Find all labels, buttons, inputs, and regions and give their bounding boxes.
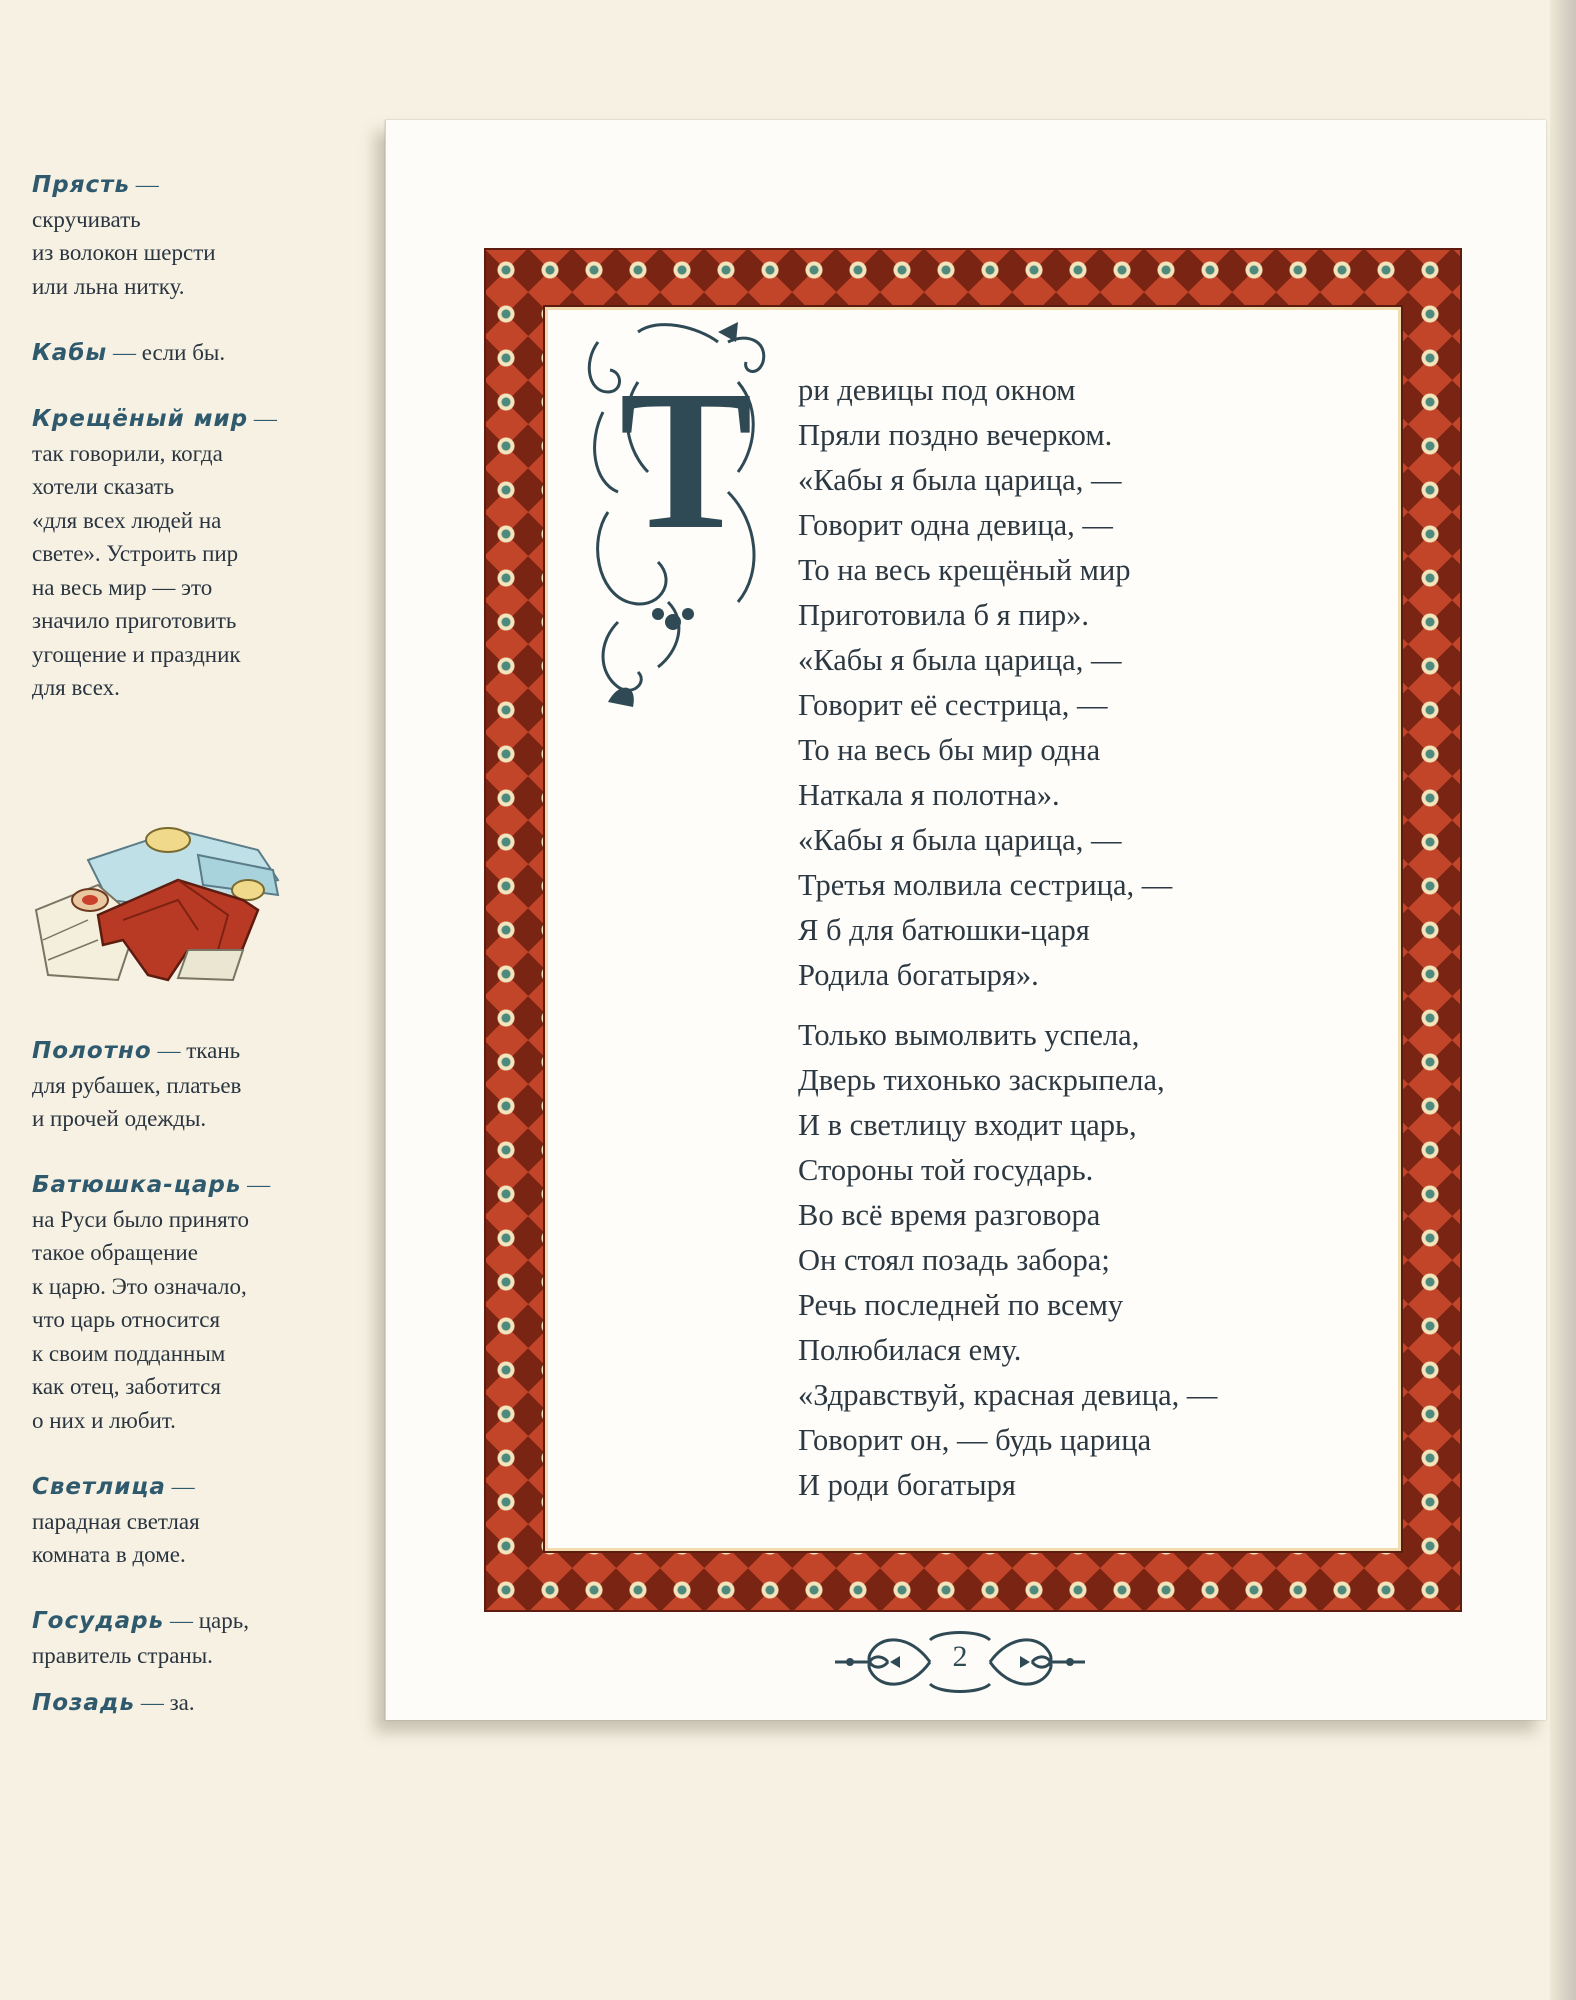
cloth-rolls-illustration <box>28 800 328 990</box>
glossary-term: Батюшка-царь <box>32 1172 242 1198</box>
glossary-term: Прясть <box>32 172 130 198</box>
page-number-ornament <box>830 1624 1090 1700</box>
glossary-definition-line: значило приготовить <box>32 608 237 633</box>
glossary-entry-polotno: Полотно — ткань для рубашек, платьев и прочей одежды. <box>32 1034 332 1136</box>
glossary-definition-line: на Руси было принято <box>32 1206 249 1232</box>
poem-line: Говорит он, — будь царица <box>798 1423 1152 1457</box>
glossary-definition-line: парадная светлая <box>32 1508 200 1534</box>
poem-line: И в светлицу входит царь, <box>798 1108 1137 1142</box>
glossary-definition-line: угощение и праздник <box>32 641 241 667</box>
glossary-definition-line: к своим подданным <box>32 1340 226 1366</box>
glossary-entry-kaby: Кабы — если бы. <box>32 340 226 366</box>
glossary-definition-line: за. <box>169 1690 195 1715</box>
glossary-entry-kreshchenyi-mir: Крещёный мир — так говорили, когда хотели сказать «для всех людей на свете». Устроить пир на весь мир — это значило приготовить угощение и праздник для всех. <box>32 402 332 705</box>
glossary-definition-line: хотели сказать <box>32 474 175 499</box>
glossary-definition-line: из волокон шерсти <box>32 240 216 265</box>
glossary-definition-line: ткань <box>186 1038 241 1063</box>
poem-line: Говорит её сестрица, — <box>798 688 1108 722</box>
glossary-definition-line: скручивать <box>32 206 141 232</box>
adjacent-page-edge <box>1550 0 1576 2000</box>
poem-line: То на весь бы мир одна <box>798 733 1101 767</box>
poem-line: Я б для батюшки-царя <box>798 913 1090 947</box>
glossary-entry-priast: Прясть — скручивать из волокон шерсти или льна нитку. <box>32 168 332 303</box>
poem-line: Пряли поздно вечерком. <box>798 418 1113 452</box>
dropcap-letter: Т <box>619 350 753 571</box>
poem-line: Дверь тихонько заскрыпела, <box>798 1063 1165 1097</box>
glossary-definition-line: для рубашек, платьев <box>32 1072 242 1098</box>
page-number: 2 <box>952 1640 968 1673</box>
poem-line: Только вымолвить успела, <box>798 1018 1140 1052</box>
glossary-definition-line: царь, <box>198 1608 249 1633</box>
poem-line: Приготовила б я пир». <box>798 598 1090 632</box>
glossary-term: Кабы <box>32 340 108 366</box>
glossary-definition-line: если бы. <box>141 340 226 365</box>
glossary-definition-line: так говорили, когда <box>32 440 223 466</box>
glossary-definition-line: что царь относится <box>32 1307 221 1332</box>
glossary-definition-line: на весь мир — это <box>32 574 213 600</box>
glossary-term: Крещёный мир <box>32 406 249 432</box>
glossary-definition-line: «для всех людей на <box>32 507 222 533</box>
poem-line: Наткала я полотна». <box>798 778 1060 812</box>
glossary-term: Государь <box>32 1608 165 1634</box>
poem-line: «Кабы я была царица, — <box>798 823 1122 857</box>
glossary-definition-line: или льна нитку. <box>32 273 185 299</box>
poem-line: Во всё время разговора <box>798 1198 1101 1232</box>
glossary-definition-line: для всех. <box>32 675 120 700</box>
glossary-definition-line: комната в доме. <box>32 1542 186 1567</box>
poem-line: То на весь крещёный мир <box>798 553 1131 587</box>
glossary-definition-line: к царю. Это означало, <box>32 1273 247 1299</box>
poem-line: ри девицы под окном <box>798 373 1076 407</box>
poem-line: Говорит одна девица, — <box>798 508 1113 542</box>
glossary-definition-line: такое обращение <box>32 1240 198 1265</box>
glossary-definition-line: свете». Устроить пир <box>32 541 239 566</box>
poem-line: «Здравствуй, красная девица, — <box>798 1378 1218 1412</box>
poem-line: «Кабы я была царица, — <box>798 643 1122 677</box>
poem-line: Полюбилася ему. <box>798 1333 1022 1367</box>
glossary-entry-gosudar: Государь — царь, правитель страны. <box>32 1604 332 1672</box>
poem-line: Речь последней по всему <box>798 1288 1124 1322</box>
glossary-entry-svetlitsa: Светлица — парадная светлая комната в доме. <box>32 1470 332 1572</box>
glossary-entry-batiushka-tsar: Батюшка-царь — на Руси было принято такое обращение к царю. Это означало, что царь относится к своим подданным как отец, заботится о них и любит. <box>32 1168 332 1437</box>
poem-line: Третья молвила сестрица, — <box>798 868 1173 902</box>
glossary-definition-line: и прочей одежды. <box>32 1106 207 1131</box>
glossary-definition-line: правитель страны. <box>32 1642 213 1668</box>
poem-line: «Кабы я была царица, — <box>798 463 1122 497</box>
poem-line: Родила богатыря». <box>798 958 1039 992</box>
decorated-dropcap <box>578 322 778 722</box>
glossary-term: Полотно <box>32 1038 152 1064</box>
glossary-definition-line: как отец, заботится <box>32 1374 221 1399</box>
poem-line: И роди богатыря <box>798 1468 1016 1502</box>
glossary-term: Позадь <box>32 1690 136 1716</box>
poem-line: Он стоял позадь забора; <box>798 1243 1110 1277</box>
glossary-definition-line: о них и любит. <box>32 1407 176 1433</box>
poem-line: Стороны той государь. <box>798 1153 1094 1187</box>
glossary-term: Светлица <box>32 1474 166 1500</box>
glossary-entry-pozad: Позадь — за. <box>32 1690 195 1716</box>
